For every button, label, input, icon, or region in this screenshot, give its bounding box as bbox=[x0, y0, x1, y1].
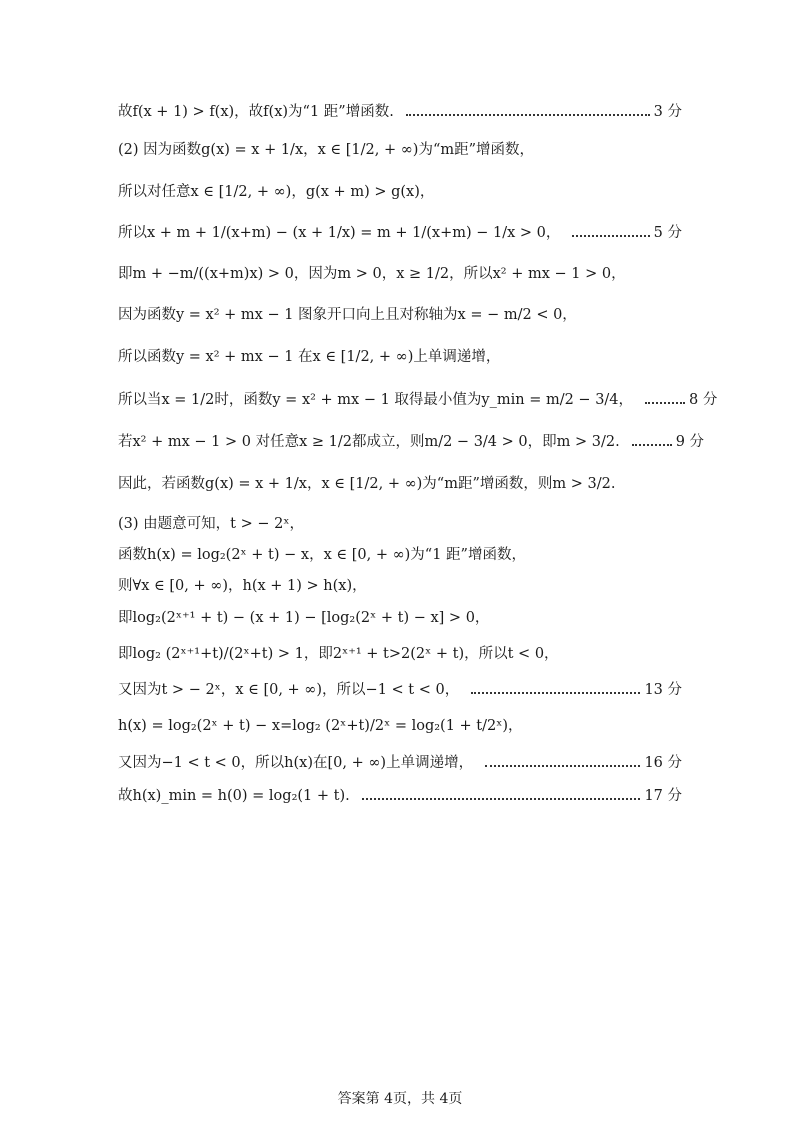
solution-line bbox=[118, 472, 682, 496]
solution-line bbox=[118, 388, 718, 412]
solution-line bbox=[118, 345, 682, 369]
solution-line bbox=[118, 574, 682, 598]
solution-text: 因此，若函数g(x) = x + 1/x，x ∈ [1/2, + ∞)为“m距”增函数，则m > 3/2. bbox=[118, 476, 616, 492]
score-leader bbox=[362, 798, 641, 800]
solution-text: 所以对任意x ∈ [1/2, + ∞)，g(x + m) > g(x)， bbox=[118, 184, 435, 200]
solution-line bbox=[118, 751, 682, 775]
solution-line bbox=[118, 714, 682, 738]
solution-text: (3) 由题意可知，t > − 2ˣ， bbox=[118, 516, 304, 532]
solution-line bbox=[118, 430, 705, 454]
solution-text: h(x) = log₂(2ˣ + t) − x=log₂ (2ˣ+t)/2ˣ = log₂(1 + t/2ˣ)， bbox=[118, 718, 523, 734]
solution-line bbox=[118, 303, 682, 327]
solution-text: 所以x + m + 1/(x+m) − (x + 1/x) = m + 1/(x+m) − 1/x > 0， bbox=[118, 225, 561, 241]
solution-line bbox=[118, 678, 682, 702]
solution-text: 故f(x + 1) > f(x)，故f(x)为“1 距”增函数. bbox=[118, 104, 394, 120]
solution-line bbox=[118, 606, 682, 630]
score-label: 17 分 bbox=[644, 788, 682, 804]
score-leader bbox=[572, 235, 649, 237]
score-label: 9 分 bbox=[675, 434, 705, 450]
score-label: 13 分 bbox=[644, 682, 682, 698]
solution-text: 即log₂ (2ˣ⁺¹+t)/(2ˣ+t) > 1，即2ˣ⁺¹ + t>2(2ˣ + t)，所以t < 0， bbox=[118, 646, 559, 662]
score-leader bbox=[406, 114, 650, 116]
solution-text: 所以函数y = x² + mx − 1 在x ∈ [1/2, + ∞)上单调递增， bbox=[118, 349, 501, 365]
solution-line bbox=[118, 100, 682, 124]
score-label: 3 分 bbox=[653, 104, 682, 120]
score-label: 8 分 bbox=[689, 392, 718, 408]
score-label: 5 分 bbox=[653, 225, 682, 241]
solution-line bbox=[118, 543, 682, 567]
solution-line bbox=[118, 180, 682, 204]
solution-text: 即m + −m/((x+m)x) > 0，因为m > 0，x ≥ 1/2，所以x² + mx − 1 > 0， bbox=[118, 266, 626, 282]
score-label: 16 分 bbox=[644, 755, 682, 771]
solution-text: 若x² + mx − 1 > 0 对任意x ≥ 1/2都成立，则m/2 − 3/4 > 0，即m > 3/2. bbox=[118, 434, 620, 450]
solution-text: 又因为t > − 2ˣ，x ∈ [0, + ∞)，所以−1 < t < 0， bbox=[118, 682, 460, 698]
solution-line bbox=[118, 262, 682, 286]
solution-line bbox=[118, 512, 682, 536]
score-leader bbox=[485, 765, 640, 767]
solution-text: 即log₂(2ˣ⁺¹ + t) − (x + 1) − [log₂(2ˣ + t) − x] > 0， bbox=[118, 610, 490, 626]
solution-text: 函数h(x) = log₂(2ˣ + t) − x，x ∈ [0, + ∞)为“1 距”增函数， bbox=[118, 547, 526, 563]
score-leader bbox=[632, 444, 672, 446]
solution-text: 又因为−1 < t < 0，所以h(x)在[0, + ∞)上单调递增， bbox=[118, 755, 474, 771]
score-leader bbox=[471, 692, 640, 694]
solution-text: 所以当x = 1/2时，函数y = x² + mx − 1 取得最小值为y_min = m/2 − 3/4， bbox=[118, 392, 634, 408]
solution-line bbox=[118, 642, 682, 666]
solution-text: 因为函数y = x² + mx − 1 图象开口向上且对称轴为x = − m/2 < 0， bbox=[118, 307, 577, 323]
solution-text: 故h(x)_min = h(0) = log₂(1 + t). bbox=[118, 788, 350, 804]
solution-text: 则∀x ∈ [0, + ∞)，h(x + 1) > h(x)， bbox=[118, 578, 367, 594]
solution-line bbox=[118, 138, 682, 162]
score-leader bbox=[645, 402, 685, 404]
solution-line bbox=[118, 221, 682, 245]
solution-text: (2) 因为函数g(x) = x + 1/x，x ∈ [1/2, + ∞)为“m距”增函数， bbox=[118, 142, 535, 158]
solution-line bbox=[118, 784, 682, 808]
page-footer: 答案第 4页，共 4页 bbox=[337, 1091, 463, 1107]
